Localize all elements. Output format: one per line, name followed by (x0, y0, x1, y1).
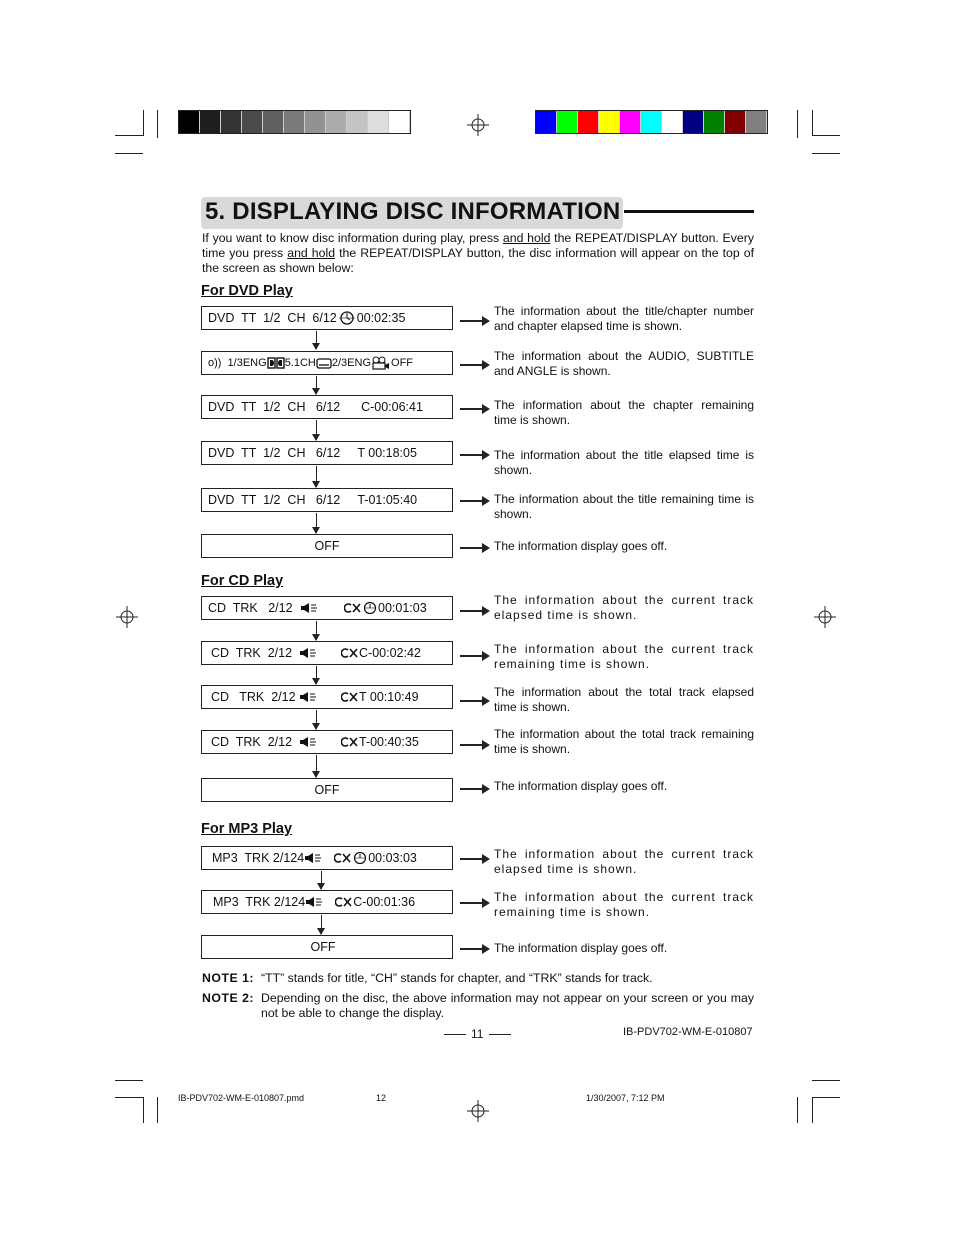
repeat-off-icon (341, 736, 359, 748)
description: The information about the title elapsed time is shown. (494, 448, 754, 477)
color-swatch (221, 111, 242, 133)
clock-icon (362, 601, 378, 615)
display-time: 00:03:03 (368, 851, 417, 865)
display-text: OFF (314, 783, 340, 797)
display-box (201, 441, 453, 465)
right-arrow (460, 454, 486, 456)
crop-mark (157, 1097, 158, 1123)
down-arrow (316, 621, 317, 640)
crop-mark (797, 110, 798, 138)
display-text: DVD TT 1/2 CH 6/12 T 00:18:05 (208, 446, 417, 460)
display-box (201, 641, 453, 665)
color-swatch (662, 111, 683, 133)
display-box (201, 890, 453, 914)
color-swatch (725, 111, 746, 133)
description: The information about the current track remaining time is shown. (494, 890, 754, 919)
color-swatch (179, 111, 200, 133)
color-calibration-bar (535, 110, 768, 134)
registration-mark-icon (467, 1100, 489, 1122)
crop-mark (115, 1097, 143, 1098)
display-text: MP3 TRK 2/124 (212, 851, 305, 865)
display-box (201, 596, 453, 620)
repeat-off-icon (335, 896, 353, 908)
audio-channel-icon (299, 691, 317, 703)
registration-mark-icon (467, 114, 489, 136)
right-arrow (460, 655, 486, 657)
repeat-off-icon (341, 691, 359, 703)
note (202, 971, 754, 986)
display-box (201, 778, 453, 802)
page-title: 5. DISPLAYING DISC INFORMATION (205, 198, 621, 225)
audio-channel-icon (300, 602, 318, 614)
note-label: NOTE 1: (202, 971, 255, 985)
down-arrow (316, 376, 317, 394)
color-swatch (200, 111, 221, 133)
clock-icon (337, 311, 357, 325)
right-arrow (460, 948, 486, 950)
display-time: C-00:01:36 (353, 895, 416, 909)
color-swatch (305, 111, 326, 133)
crop-mark (812, 135, 840, 136)
right-arrow (460, 610, 486, 612)
color-swatch (536, 111, 557, 133)
color-swatch (368, 111, 389, 133)
right-arrow (460, 547, 486, 549)
note (202, 991, 754, 1023)
color-swatch (746, 111, 767, 133)
display-time: C-00:02:42 (359, 646, 421, 660)
color-swatch (683, 111, 704, 133)
display-text: DVD TT 1/2 CH 6/12 C-00:06:41 (208, 400, 423, 414)
camera-angle-icon (371, 356, 391, 370)
document-code: IB-PDV702-WM-E-010807 (623, 1026, 753, 1038)
page-number-rule (444, 1034, 466, 1035)
intro-text: the REPEAT/DISPLAY button. Every time you press (202, 231, 754, 260)
dolby-icon (267, 357, 285, 369)
repeat-off-icon (344, 602, 362, 614)
right-arrow (460, 500, 486, 502)
down-arrow (316, 331, 317, 349)
display-text: 5.1CH (284, 357, 316, 369)
note-label: NOTE 2: (202, 991, 255, 1005)
description: The information about the AUDIO, SUBTITLE and ANGLE is shown. (494, 349, 754, 378)
down-arrow (316, 420, 317, 440)
display-box (201, 534, 453, 558)
color-swatch (326, 111, 347, 133)
display-text: OFF (391, 357, 414, 369)
color-swatch (242, 111, 263, 133)
repeat-off-icon (341, 647, 359, 659)
color-swatch (641, 111, 662, 133)
print-date: 1/30/2007, 7:12 PM (586, 1093, 665, 1103)
right-arrow (460, 700, 486, 702)
crop-mark (812, 153, 840, 154)
title-rule (624, 210, 754, 213)
audio-channel-icon (305, 896, 323, 908)
display-text: DVD TT 1/2 CH 6/12 T-01:05:40 (208, 493, 418, 507)
intro-paragraph (202, 231, 754, 276)
section-heading-mp3: For MP3 Play (201, 821, 293, 837)
description: The information about the title/chapter number and chapter elapsed time is shown. (494, 304, 754, 333)
crop-mark (143, 1097, 144, 1123)
note-text: Depending on the disc, the above information may not appear on your screen or you may not be able to change the display. (261, 991, 754, 1020)
display-box (201, 935, 453, 959)
intro-underlined: and hold (287, 246, 336, 260)
color-swatch (557, 111, 578, 133)
crop-mark (157, 110, 158, 138)
crop-mark (812, 1097, 813, 1123)
audio-channel-icon (299, 736, 317, 748)
color-swatch (620, 111, 641, 133)
display-box (201, 306, 453, 330)
intro-underlined: and hold (502, 231, 551, 245)
display-time: T-00:40:35 (359, 735, 419, 749)
color-swatch (599, 111, 620, 133)
display-box (201, 488, 453, 512)
file-name: IB-PDV702-WM-E-010807.pmd (178, 1093, 305, 1103)
page-number-rule (489, 1034, 511, 1035)
right-arrow (460, 788, 486, 790)
intro-text: the REPEAT/DISPLAY button, the disc information will appear on the top of the screen as shown below: (202, 246, 754, 275)
right-arrow (460, 744, 486, 746)
repeat-off-icon (334, 852, 352, 864)
display-time: 00:02:35 (356, 311, 406, 325)
note-text: “TT” stands for title, “CH” stands for chapter, and “TRK” stands for track. (261, 971, 653, 985)
right-arrow (460, 320, 486, 322)
color-swatch (263, 111, 284, 133)
subtitle-icon (316, 358, 332, 369)
display-text: DVD TT 1/2 CH 6/12 (208, 311, 337, 325)
color-swatch (578, 111, 599, 133)
down-arrow (316, 710, 317, 729)
gray-calibration-bar (178, 110, 411, 134)
crop-mark (115, 1080, 143, 1081)
color-swatch (389, 111, 410, 133)
description: The information about the current track remaining time is shown. (494, 642, 754, 671)
color-swatch (347, 111, 368, 133)
audio-channel-icon (299, 647, 317, 659)
down-arrow (316, 755, 317, 777)
description: The information display goes off. (494, 941, 668, 955)
down-arrow (316, 513, 317, 533)
registration-mark-icon (116, 606, 138, 628)
crop-mark (812, 1097, 840, 1098)
description: The information display goes off. (494, 539, 668, 553)
crop-mark (812, 1080, 840, 1081)
display-text: CD TRK 2/12 (211, 735, 293, 749)
crop-mark (797, 1097, 798, 1123)
display-text: CD TRK 2/12 (208, 601, 293, 615)
description: The information about the current track elapsed time is shown. (494, 847, 754, 876)
display-box (201, 730, 453, 754)
display-box (201, 395, 453, 419)
display-text: o)) 1/3ENG (208, 357, 267, 369)
description: The information about the current track elapsed time is shown. (494, 593, 754, 622)
down-arrow (321, 915, 322, 934)
display-box (201, 685, 453, 709)
description: The information about the title remaining time is shown. (494, 492, 754, 521)
right-arrow (460, 858, 486, 860)
display-box (201, 351, 453, 375)
color-swatch (704, 111, 725, 133)
down-arrow (316, 666, 317, 684)
display-text: OFF (314, 539, 340, 553)
display-time: 00:01:03 (378, 601, 427, 615)
audio-channel-icon (304, 852, 322, 864)
display-box (201, 846, 453, 870)
description: The information about the chapter remaining time is shown. (494, 398, 754, 427)
crop-mark (143, 110, 144, 136)
display-text: CD TRK 2/12 (211, 646, 293, 660)
right-arrow (460, 408, 486, 410)
display-text: CD TRK 2/12 (211, 690, 296, 704)
description: The information display goes off. (494, 779, 668, 793)
right-arrow (460, 364, 486, 366)
registration-mark-icon (814, 606, 836, 628)
page-number: 11 (471, 1027, 484, 1041)
color-swatch (284, 111, 305, 133)
description: The information about the total track remaining time is shown. (494, 727, 754, 756)
display-time: T 00:10:49 (359, 690, 419, 704)
right-arrow (460, 902, 486, 904)
display-text: OFF (310, 940, 336, 954)
down-arrow (321, 871, 322, 889)
clock-icon (352, 851, 368, 865)
display-text: MP3 TRK 2/124 (213, 895, 306, 909)
section-heading-cd: For CD Play (201, 573, 284, 589)
crop-mark (812, 110, 813, 136)
section-heading-dvd: For DVD Play (201, 283, 293, 299)
intro-text: If you want to know disc information during play, press (202, 231, 503, 245)
crop-mark (115, 135, 143, 136)
sheet-number: 12 (376, 1093, 387, 1103)
crop-mark (115, 153, 143, 154)
down-arrow (316, 466, 317, 487)
display-text: 2/3ENG (331, 357, 372, 369)
description: The information about the total track elapsed time is shown. (494, 685, 754, 714)
